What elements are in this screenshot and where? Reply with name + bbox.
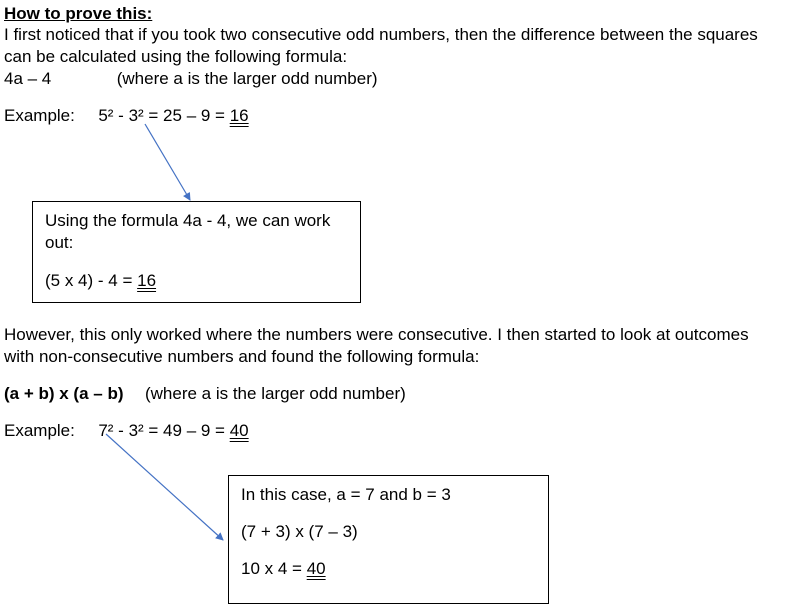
arrow-example-1-to-box-1	[145, 124, 190, 200]
example-1-expression: 5² - 3² = 25 – 9 =	[98, 106, 230, 125]
box-1-line-2: out:	[45, 233, 74, 252]
paragraph-2-line-2: with non-consecutive numbers and found the following formula:	[4, 347, 480, 366]
formula-2-note: (where a is the larger odd number)	[144, 384, 406, 403]
formula-1-expression: 4a – 4	[4, 69, 52, 88]
example-2-result: 40	[229, 421, 249, 440]
intro-line-2: can be calculated using the following formula:	[4, 47, 348, 66]
box-1-calc: (5 x 4) - 4 =	[45, 271, 138, 290]
example-2-label: Example:	[4, 421, 75, 440]
arrow-example-2-to-box-2	[106, 434, 223, 540]
intro-line-1: I first noticed that if you took two consecutive odd numbers, then the difference between the squares	[4, 25, 758, 44]
box-2-result: 40	[306, 559, 326, 578]
formula-1-note: (where a is the larger odd number)	[116, 69, 378, 88]
example-2-expression: 7² - 3² = 49 – 9 =	[98, 421, 230, 440]
formula-2-expression: (a + b) x (a – b)	[4, 384, 124, 403]
paragraph-2-line-1: However, this only worked where the numbers were consecutive. I then started to look at outcomes	[4, 325, 749, 344]
box-1-result: 16	[137, 271, 157, 290]
box-1-line-1: Using the formula 4a - 4, we can work	[45, 211, 331, 230]
box-2-line-2: (7 + 3) x (7 – 3)	[241, 522, 358, 541]
example-1-result: 16	[229, 106, 249, 125]
section-heading: How to prove this:	[4, 4, 153, 23]
example-1-label: Example:	[4, 106, 75, 125]
box-2-line-1: In this case, a = 7 and b = 3	[241, 485, 451, 504]
box-2-calc: 10 x 4 =	[241, 559, 307, 578]
